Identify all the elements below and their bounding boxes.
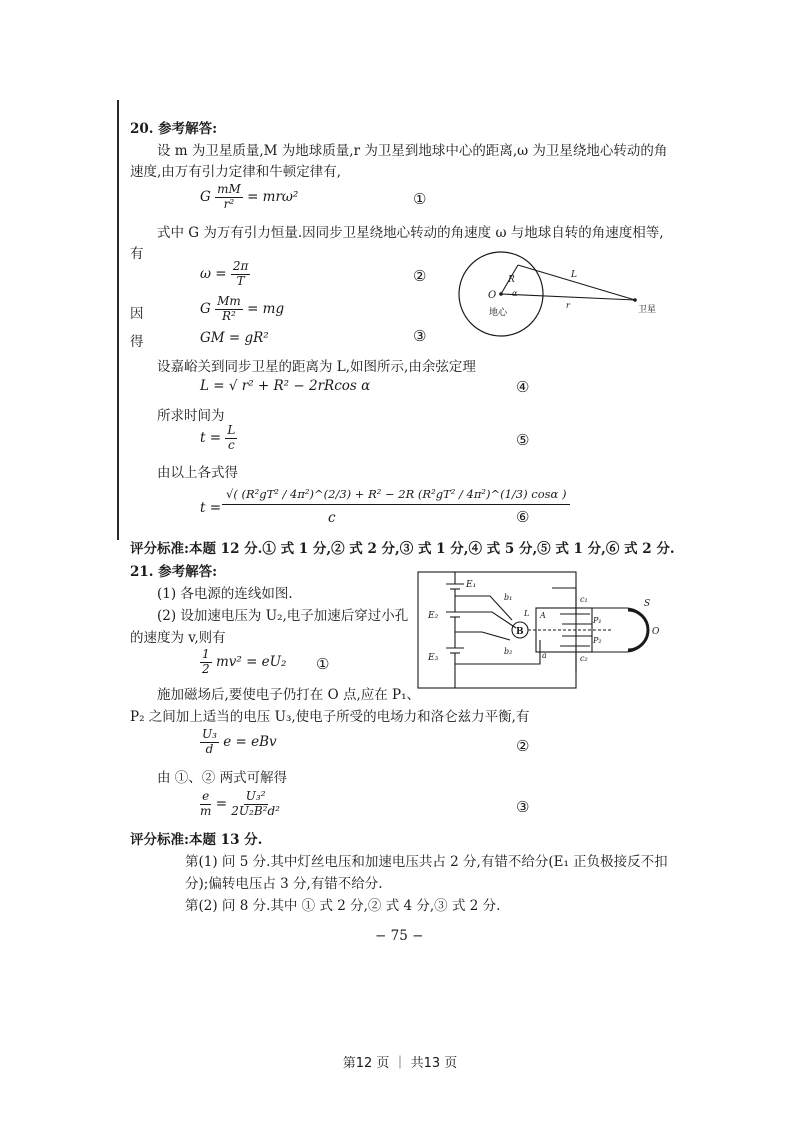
p21-eq1-rhs: mv² = eU₂: [215, 653, 287, 670]
p21-scoring: 评分标准:本题 13 分.: [130, 832, 263, 848]
problem-21-heading: 21. 参考解答:: [130, 564, 218, 580]
eq1-den: r²: [223, 196, 235, 211]
eq2-num: 2π: [232, 259, 249, 273]
p21-eq-number-2: ②: [516, 737, 530, 755]
p21-equation-1: [200, 648, 286, 677]
label-A: A: [540, 611, 546, 620]
earth-satellite-diagram: [455, 232, 665, 347]
p21-equation-3: [200, 790, 280, 819]
center-label: 地心: [489, 308, 508, 318]
distance-r-line: [501, 294, 635, 300]
p21-eq1-num: 1: [202, 647, 210, 661]
p20-yin: 因: [130, 306, 144, 322]
label-L: L: [524, 609, 530, 618]
p20-scoring: 评分标准:本题 12 分.① 式 1 分,② 式 2 分,③ 式 1 分,④ 式 5 分,⑤ 式 1 分,⑥ 式 2 分.: [130, 541, 675, 557]
p21-scoring-line3: 第(2) 问 8 分.其中 ① 式 2 分,② 式 4 分,③ 式 2 分.: [185, 898, 501, 914]
label-e3: E₃: [428, 653, 439, 663]
outer-frame: [418, 572, 576, 688]
p20-intro-line1: 设 m 为卫星质量,M 为地球质量,r 为卫星到地球中心的距离,ω 为卫星绕地心转动的角: [157, 143, 668, 159]
p21-scoring-line2: 分);偏转电压占 3 分,有错不给分.: [185, 876, 383, 892]
eq3-den: R²: [222, 308, 236, 323]
problem-20-heading: 20. 参考解答:: [130, 121, 218, 137]
eq6-lhs: t =: [200, 500, 222, 516]
p21-line3: 施加磁场后,要使电子仍打在 O 点,应在 P₁、: [157, 687, 421, 703]
eq3-num: Mm: [217, 294, 241, 308]
eq1-lhs: G: [200, 188, 211, 205]
p21-eq3-rden: 2U₂B²d²: [231, 803, 280, 818]
p20-equation-2: [200, 260, 250, 289]
p21-eq2-rhs: e = eBv: [223, 733, 277, 750]
p21-eq1-den: 2: [202, 661, 210, 676]
p20-line3: 式中 G 为万有引力恒量.因同步卫星绕地心转动的角速度 ω 与地球自转的角速度相等,: [157, 225, 664, 241]
r-label: r: [566, 301, 570, 310]
p20-line-L: 设嘉峪关到同步卫星的距离为 L,如图所示,由余弦定理: [157, 359, 476, 375]
scan-margin-line: [117, 100, 119, 540]
p21-eq-number-3: ③: [516, 798, 530, 816]
label-a: a: [542, 651, 547, 660]
eq6-denominator: c: [328, 510, 336, 526]
p21-eq2-num: U₃: [202, 727, 217, 741]
p21-eq3-num: e: [202, 789, 210, 803]
L-label: L: [571, 270, 577, 280]
p20-intro-line2: 速度,由万有引力定律和牛顿定律有,: [130, 164, 342, 180]
label-p2: P₂: [593, 636, 602, 645]
eq3-lhs: G: [200, 300, 211, 317]
eq-number-1: ①: [413, 190, 427, 208]
eq2-den: T: [236, 273, 245, 288]
p20-line-t: 所求时间为: [157, 408, 225, 424]
label-s: S: [644, 599, 651, 609]
eq-number-4: ④: [516, 378, 530, 396]
eq-number-6: ⑥: [516, 508, 530, 526]
eq5-num: L: [227, 423, 236, 437]
label-b2: b₂: [504, 647, 513, 656]
eq-number-2: ②: [413, 267, 427, 285]
p20-de: 得: [130, 334, 144, 350]
p20-equation-1: [200, 183, 298, 212]
eq2-lhs: ω =: [200, 265, 227, 282]
p20-line-all: 由以上各式得: [157, 465, 238, 481]
label-p1: P₁: [593, 616, 602, 625]
p21-line5: 由 ①、② 两式可解得: [157, 770, 288, 786]
eq-number-5: ⑤: [516, 431, 530, 449]
p21-line2a: (2) 设加速电压为 U₂,电子加速后穿过小孔: [157, 608, 409, 624]
p21-eq2-den: d: [205, 741, 214, 756]
label-c2: c₂: [580, 654, 588, 663]
eq-number-3: ③: [413, 327, 427, 345]
o-label: O: [488, 290, 497, 301]
p21-line4: P₂ 之间加上适当的电压 U₃,使电子所受的电场力和洛仑兹力平衡,有: [130, 709, 530, 725]
p21-eq3-rnum: U₃²: [245, 789, 266, 803]
alpha-label: α: [512, 289, 518, 298]
eq1-num: mM: [217, 182, 241, 196]
p21-line1: (1) 各电源的连线如图.: [157, 586, 293, 602]
p21-equation-2: [200, 728, 277, 757]
electron-tube-circuit-diagram: [412, 568, 668, 692]
page-footer: 第12 页 ｜ 共13 页: [342, 1056, 458, 1071]
p21-eq3-eq: =: [215, 795, 227, 812]
p21-eq-number-1: ①: [316, 655, 330, 673]
label-o: O: [652, 627, 660, 637]
p21-line2b: 的速度为 v,则有: [130, 630, 226, 646]
label-b1: b₁: [504, 593, 513, 602]
label-e2: E₂: [428, 611, 439, 621]
label-B: B: [516, 627, 524, 637]
p21-eq3-den: m: [200, 803, 212, 818]
satellite-label: 卫星: [638, 305, 657, 315]
eq1-rhs: = mrω²: [247, 188, 299, 205]
eq3-rhs: = mg: [247, 300, 285, 317]
center-dot: [499, 292, 503, 296]
eq6-numerator: √( (R²gT² / 4π²)^(2/3) + R² − 2R (R²gT² / 4π²)^(1/3) cosα ): [222, 487, 570, 505]
label-e1: E₁: [466, 580, 477, 590]
satellite-dot: [633, 298, 637, 302]
p20-line4: 有: [130, 246, 144, 262]
p20-equation-4: L = √ r² + R² − 2rRcos α: [200, 378, 371, 394]
p20-equation-3b: GM = gR²: [200, 330, 269, 346]
p20-equation-5: [200, 424, 237, 453]
R-label: R: [508, 275, 515, 285]
eq5-lhs: t =: [200, 429, 222, 446]
p20-equation-3a: [200, 295, 284, 324]
label-c1: c₁: [580, 595, 588, 604]
inner-page-number: − 75 −: [375, 928, 424, 944]
p21-scoring-line1: 第(1) 问 5 分.其中灯丝电压和加速电压共占 2 分,有错不给分(E₁ 正负极接反不扣: [185, 854, 668, 870]
eq5-den: c: [227, 437, 235, 452]
